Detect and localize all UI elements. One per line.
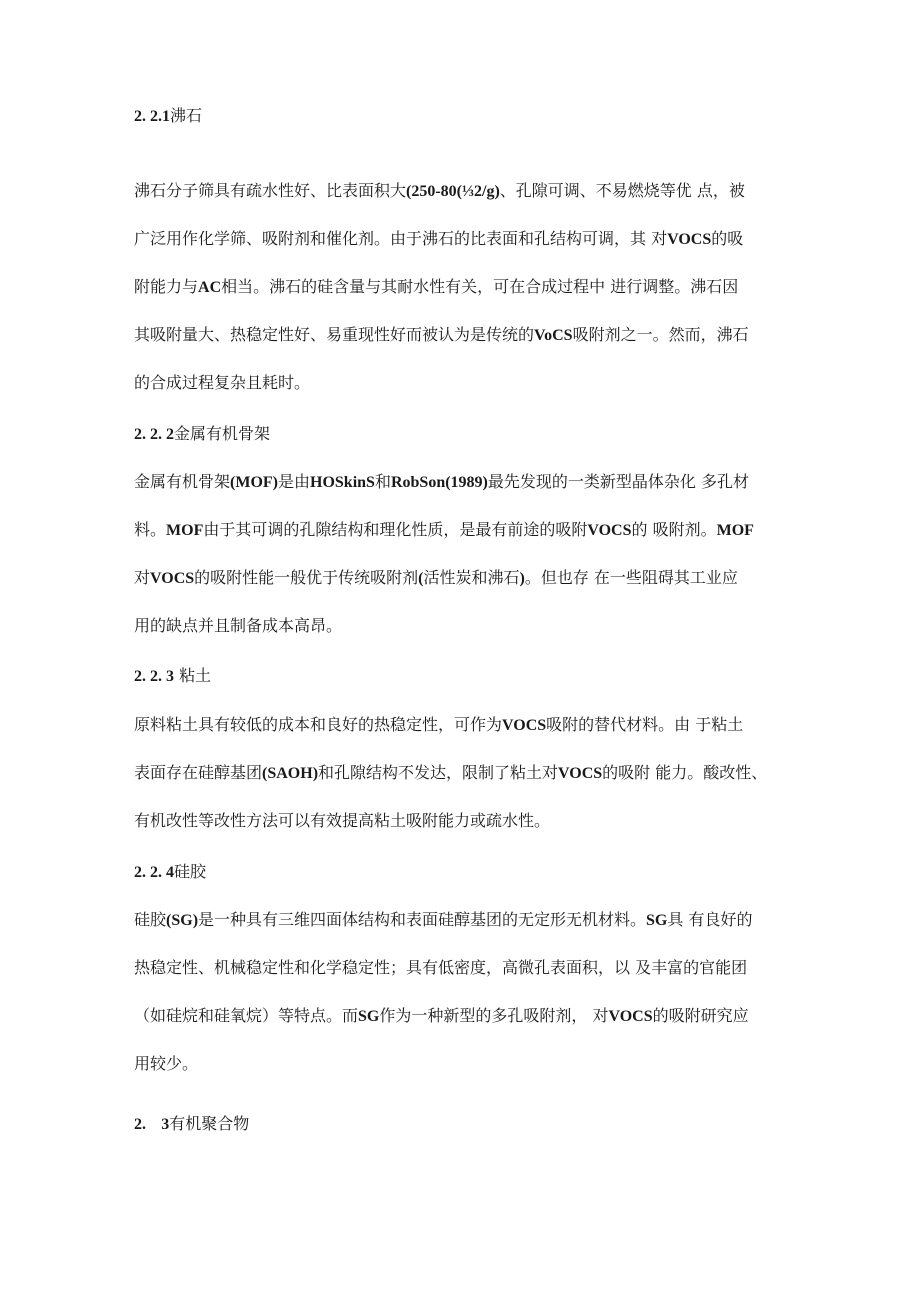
text-line: 对VOCS的吸附性能一般优于传统吸附剂(活性炭和沸石)。但也存 在一些阻碍其工业应	[134, 568, 738, 587]
section-heading-clay: 2. 2. 3 粘土	[134, 666, 212, 685]
paragraph-zeolite	[134, 167, 790, 407]
text-line: 其吸附量大、热稳定性好、易重现性好而被认为是传统的VoCS吸附剂之一。然而，沸石	[134, 325, 749, 344]
text-line: 硅胶(SG)是一种具有三维四面体结构和表面硅醇基团的无定形无机材料。SG具 有良好的	[134, 910, 753, 929]
text-line: 料。MOF由于其可调的孔隙结构和理化性质，是最有前途的吸附VOCS的 吸附剂。MOF	[134, 520, 754, 539]
section-heading-organic-polymer: 2. 3有机聚合物	[134, 1114, 250, 1133]
text-line: 金属有机骨架(MOF)是由HOSkinS和RobSon(1989)最先发现的一类新型晶体杂化 多孔材	[134, 472, 749, 491]
text-line: 热稳定性、机械稳定性和化学稳定性；具有低密度，高微孔表面积，以 及丰富的官能团	[134, 958, 748, 977]
section-heading-silica-gel: 2. 2. 4硅胶	[134, 862, 207, 881]
text-line: 的合成过程复杂且耗时。	[134, 373, 311, 392]
text-line: 附能力与AC相当。沸石的硅含量与其耐水性有关，可在合成过程中 进行调整。沸石因	[134, 277, 739, 296]
paragraph-clay	[134, 701, 790, 845]
text-line: 沸石分子筛具有疏水性好、比表面积大(250-80(⅓2/g)、孔隙可调、不易燃烧等优 点，被	[134, 181, 745, 200]
paragraph-mof	[134, 458, 790, 650]
text-line: 表面存在硅醇基团(SAOH)和孔隙结构不发达，限制了粘土对VOCS的吸附 能力。酸改性、	[134, 763, 768, 782]
paragraph-silica-gel	[134, 896, 790, 1088]
text-line: 广泛用作化学筛、吸附剂和催化剂。由于沸石的比表面和孔结构可调，其 对VOCS的吸	[134, 229, 744, 248]
text-line: 用较少。	[134, 1054, 199, 1073]
section-heading-zeolite: 2. 2.1沸石	[134, 106, 203, 125]
text-line: （如硅烷和硅氧烷）等特点。而SG作为一种新型的多孔吸附剂， 对VOCS的吸附研究应	[134, 1006, 749, 1025]
text-line: 原料粘土具有较低的成本和良好的热稳定性，可作为VOCS吸附的替代材料。由 于粘土	[134, 715, 744, 734]
section-heading-mof: 2. 2. 2金属有机骨架	[134, 424, 271, 443]
text-line: 有机改性等改性方法可以有效提高粘土吸附能力或疏水性。	[134, 811, 551, 830]
text-line: 用的缺点并且制备成本高昂。	[134, 616, 343, 635]
